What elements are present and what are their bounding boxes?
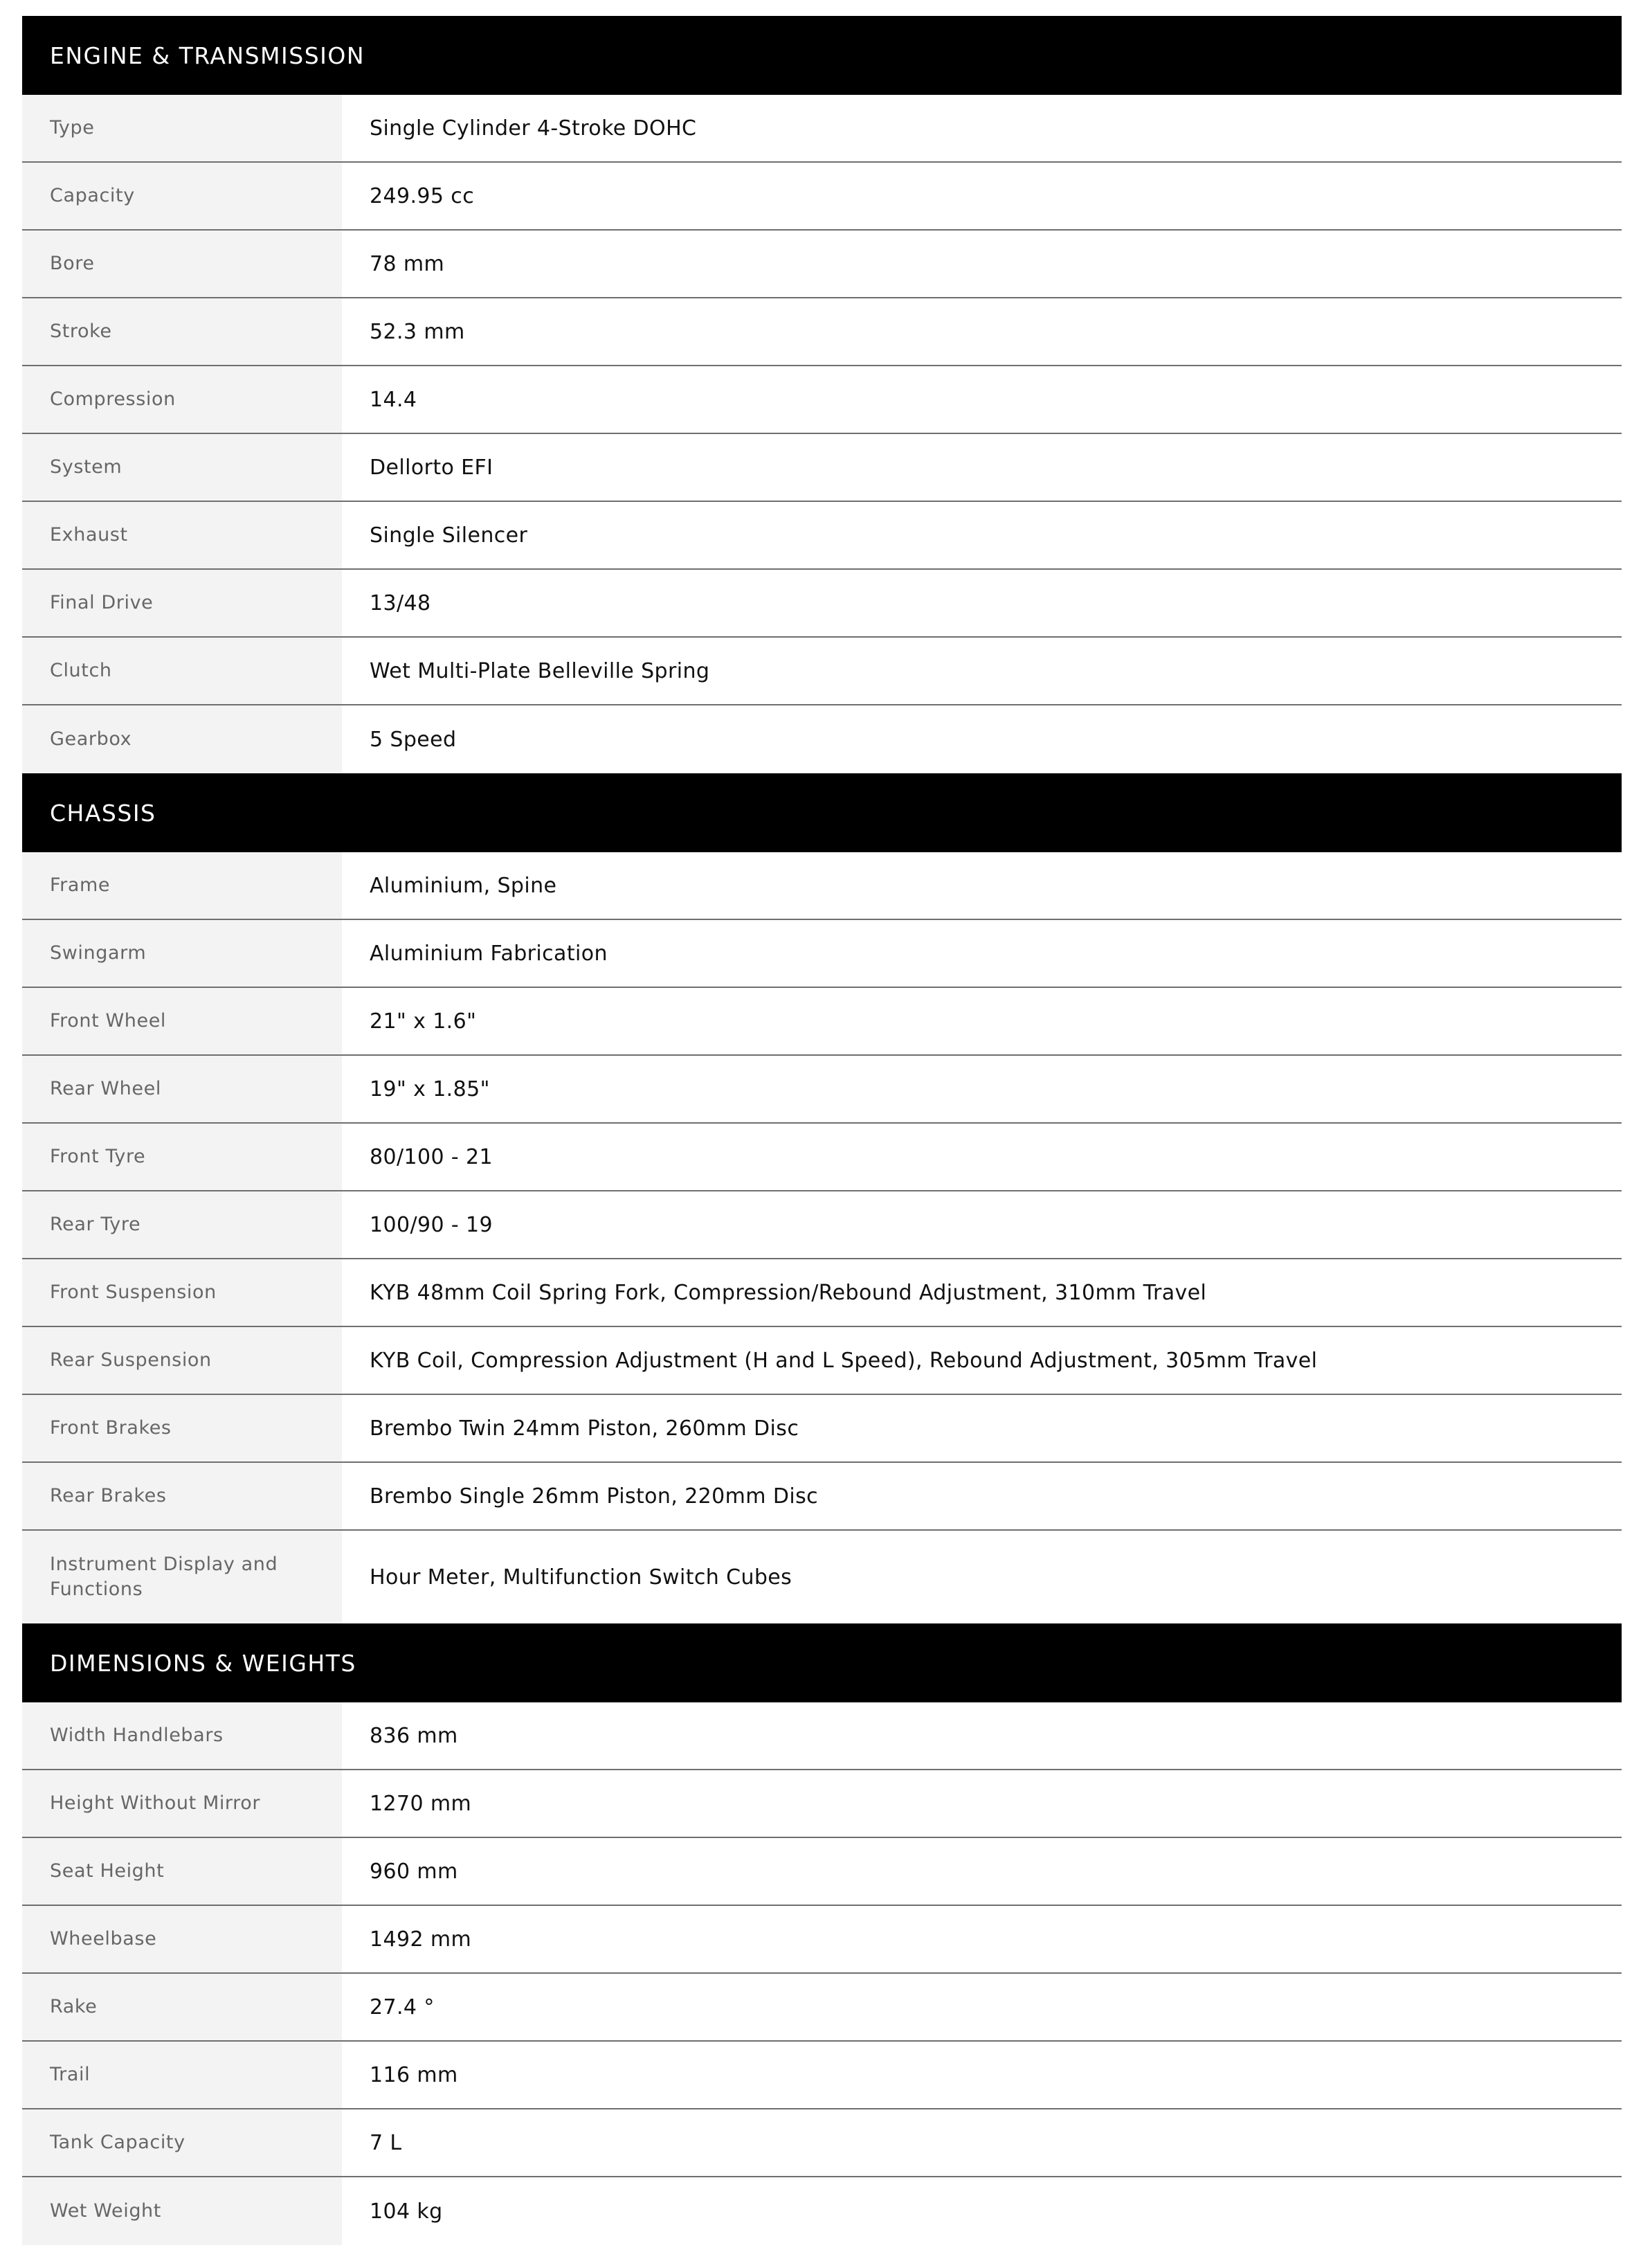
spec-value: Single Silencer: [370, 523, 528, 548]
spec-row-rear-brakes: [22, 1463, 1622, 1531]
spec-label: Trail: [22, 2042, 342, 2108]
section-engine-transmission: [22, 16, 1622, 773]
section-header: CHASSIS: [22, 773, 1622, 852]
spec-row-clutch: [22, 638, 1622, 705]
spec-row-seat-height: [22, 1838, 1622, 1906]
spec-row-instrument-display: [22, 1531, 1622, 1623]
spec-row-front-suspension: [22, 1259, 1622, 1327]
spec-row-stroke: [22, 298, 1622, 366]
section-chassis: [22, 773, 1622, 1623]
spec-value: Brembo Single 26mm Piston, 220mm Disc: [370, 1484, 818, 1509]
spec-label: Width Handlebars: [22, 1702, 342, 1769]
spec-label: Instrument Display and Functions: [22, 1531, 342, 1623]
spec-value: 14.4: [370, 387, 417, 412]
spec-label: Rear Tyre: [22, 1191, 342, 1258]
spec-row-rear-tyre: [22, 1191, 1622, 1259]
spec-row-swingarm: [22, 920, 1622, 988]
spec-label: Swingarm: [22, 920, 342, 987]
spec-value: Aluminium, Spine: [370, 873, 557, 898]
spec-value: 116 mm: [370, 2062, 458, 2087]
spec-value: 78 mm: [370, 251, 445, 276]
spec-row-exhaust: [22, 502, 1622, 570]
spec-row-bore: [22, 231, 1622, 298]
spec-table: [22, 16, 1622, 2245]
spec-label: Seat Height: [22, 1838, 342, 1905]
spec-label: Gearbox: [22, 705, 342, 773]
spec-label: Clutch: [22, 638, 342, 704]
spec-label: Wet Weight: [22, 2177, 342, 2245]
spec-row-trail: [22, 2042, 1622, 2109]
spec-value: KYB 48mm Coil Spring Fork, Compression/Rebound Adjustment, 310mm Travel: [370, 1280, 1207, 1305]
spec-row-type: [22, 95, 1622, 163]
spec-row-wet-weight: [22, 2177, 1622, 2245]
spec-label: Front Brakes: [22, 1395, 342, 1461]
spec-value: Brembo Twin 24mm Piston, 260mm Disc: [370, 1416, 799, 1441]
spec-value: 13/48: [370, 591, 431, 615]
spec-row-compression: [22, 366, 1622, 434]
spec-value: 27.4 °: [370, 1995, 435, 2019]
section-header: DIMENSIONS & WEIGHTS: [22, 1623, 1622, 1702]
spec-row-final-drive: [22, 570, 1622, 638]
spec-row-system: [22, 434, 1622, 502]
spec-label: Front Suspension: [22, 1259, 342, 1326]
spec-value: 836 mm: [370, 1723, 458, 1748]
spec-value: 21" x 1.6": [370, 1009, 477, 1034]
spec-label: Stroke: [22, 298, 342, 365]
spec-label: Rear Suspension: [22, 1327, 342, 1394]
spec-row-rake: [22, 1974, 1622, 2042]
spec-value: KYB Coil, Compression Adjustment (H and L Speed), Rebound Adjustment, 305mm Travel: [370, 1348, 1318, 1373]
spec-label: Front Tyre: [22, 1124, 342, 1190]
spec-row-rear-wheel: [22, 1056, 1622, 1124]
spec-value: 52.3 mm: [370, 319, 465, 344]
spec-label: System: [22, 434, 342, 501]
spec-label: Final Drive: [22, 570, 342, 636]
spec-row-frame: [22, 852, 1622, 920]
spec-label: Frame: [22, 852, 342, 919]
spec-value: Single Cylinder 4-Stroke DOHC: [370, 116, 697, 141]
spec-row-width-handlebars: [22, 1702, 1622, 1770]
spec-label: Height Without Mirror: [22, 1770, 342, 1837]
spec-value: 1492 mm: [370, 1927, 472, 1952]
spec-value: 80/100 - 21: [370, 1144, 493, 1169]
spec-label: Wheelbase: [22, 1906, 342, 1972]
spec-label: Rake: [22, 1974, 342, 2040]
spec-value: 5 Speed: [370, 727, 457, 752]
spec-row-rear-suspension: [22, 1327, 1622, 1395]
spec-row-capacity: [22, 163, 1622, 231]
spec-value: 7 L: [370, 2130, 402, 2155]
spec-value: 249.95 cc: [370, 183, 475, 208]
spec-label: Compression: [22, 366, 342, 433]
spec-value: Wet Multi-Plate Belleville Spring: [370, 658, 710, 683]
spec-value: 19" x 1.85": [370, 1077, 490, 1101]
spec-value: 960 mm: [370, 1859, 458, 1884]
section-header: ENGINE & TRANSMISSION: [22, 16, 1622, 95]
spec-row-front-tyre: [22, 1124, 1622, 1191]
spec-label: Tank Capacity: [22, 2109, 342, 2176]
spec-label: Rear Brakes: [22, 1463, 342, 1529]
spec-row-wheelbase: [22, 1906, 1622, 1974]
spec-value: 104 kg: [370, 2199, 443, 2224]
spec-row-gearbox: [22, 705, 1622, 773]
spec-row-height-without-mirror: [22, 1770, 1622, 1838]
spec-value: 1270 mm: [370, 1791, 472, 1816]
spec-value: Hour Meter, Multifunction Switch Cubes: [370, 1565, 792, 1590]
spec-label: Rear Wheel: [22, 1056, 342, 1122]
spec-label: Capacity: [22, 163, 342, 229]
spec-label: Exhaust: [22, 502, 342, 568]
spec-row-front-wheel: [22, 988, 1622, 1056]
section-dimensions-weights: [22, 1623, 1622, 2245]
spec-value: 100/90 - 19: [370, 1212, 493, 1237]
spec-row-front-brakes: [22, 1395, 1622, 1463]
spec-label: Bore: [22, 231, 342, 297]
spec-row-tank-capacity: [22, 2109, 1622, 2177]
spec-value: Aluminium Fabrication: [370, 941, 608, 966]
spec-label: Front Wheel: [22, 988, 342, 1054]
spec-label: Type: [22, 95, 342, 161]
spec-value: Dellorto EFI: [370, 455, 493, 480]
